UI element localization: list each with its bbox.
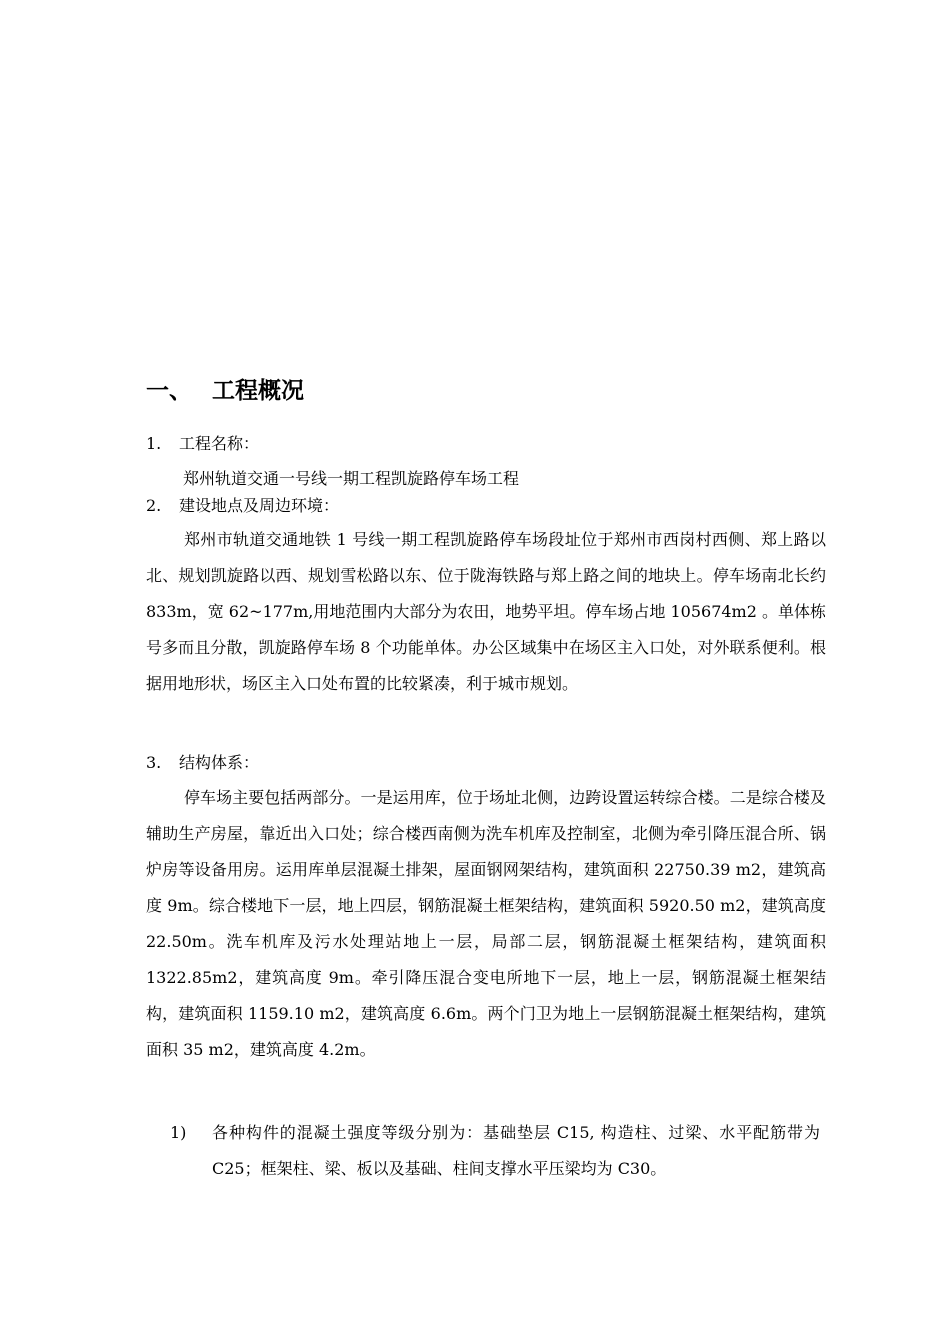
project-name: 郑州轨道交通一号线一期工程凯旋路停车场工程 [183,469,520,488]
section-heading [146,375,304,407]
section-number: 一、 [146,378,192,404]
subitem-number: 1) [170,1123,187,1142]
item-label: 结构体系： [179,753,260,772]
item-number: 1. [146,434,162,453]
subitem-text: 各种构件的混凝土强度等级分别为：基础垫层 C15, 构造柱、过梁、水平配筋带为 C25；框架柱、梁、板以及基础、柱间支撑水平压梁均为 C30。 [212,1123,820,1178]
item-label: 工程名称： [179,434,260,453]
item-number: 2. [146,496,162,515]
item-heading-1 [146,433,259,455]
section-title: 工程概况 [212,378,304,404]
location-paragraph: 郑州市轨道交通地铁 1 号线一期工程凯旋路停车场段址位于郑州市西岗村西侧、郑上路以北、规划凯旋路以西、规划雪松路以东、位于陇海铁路与郑上路之间的地块上。停车场南北长约 833m，宽 62~177m,用地范围内大部分为农田，地势平坦。停车场占地 105674m2 。单体栋号多而且分散，凯旋路停车场 8 个功能单体。办公区域集中在场区主入口处，对外联系便利。根据用地形状，场区主入口处布置的比较紧凑，利于城市规划。 [146,530,826,693]
item-heading-2 [146,495,339,517]
item-label: 建设地点及周边环境： [179,496,340,515]
item-heading-3 [146,752,259,774]
subitem-concrete-grades [170,1115,820,1187]
item-number: 3. [146,753,162,772]
structure-paragraph: 停车场主要包括两部分。一是运用库，位于场址北侧，边跨设置运转综合楼。二是综合楼及辅助生产房屋，靠近出入口处；综合楼西南侧为洗车机库及控制室，北侧为牵引降压混合所、锅炉房等设备用房。运用库单层混凝土排架，屋面钢网架结构，建筑面积 22750.39 m2，建筑高度 9m。综合楼地下一层，地上四层，钢筋混凝土框架结构，建筑面积 5920.50 m2，建筑高度 22.50m。洗车机库及污水处理站地上一层，局部二层，钢筋混凝土框架结构，建筑面积 1322.85m2，建筑高度 9m。牵引降压混合变电所地下一层，地上一层，钢筋混凝土框架结构，建筑面积 1159.10 m2，建筑高度 6.6m。两个门卫为地上一层钢筋混凝土框架结构，建筑面积 35 m2，建筑高度 4.2m。 [146,788,826,1059]
